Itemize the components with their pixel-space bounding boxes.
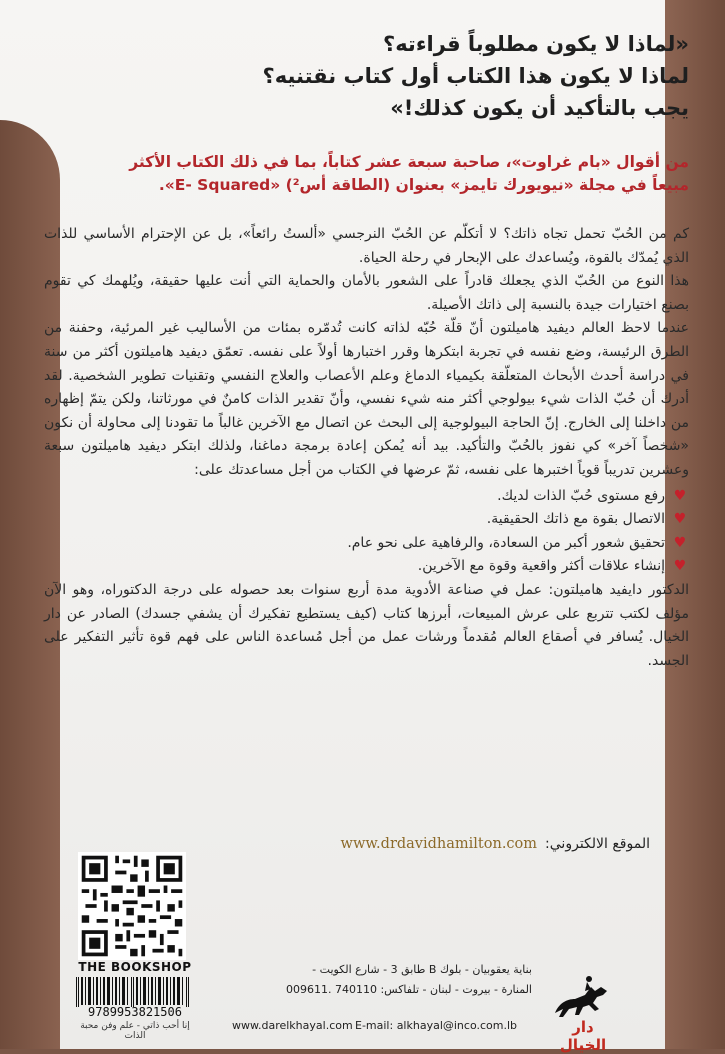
headline-line-3: يجب بالتأكيد أن يكون كذلك!» <box>390 96 689 120</box>
endorsement-line-1: من أقوال «بام غراوت»، صاحبة سبعة عشر كتاباً، بما في ذلك الكتاب الأكثر <box>129 153 689 171</box>
website-url[interactable]: www.drdavidhamilton.com <box>340 836 538 852</box>
back-cover-text <box>44 28 689 673</box>
paragraph-3: عندما لاحظ العالم ديفيد هاميلتون أنّ قلّة حُبّه لذاته كانت تُدمّره بمئات من الأساليب غير المرئية، وحفنة من الطرق الرئيسة، وضع نفسه في تجربة ابتكرها وقرر اختبارها أولاً على نفسه. تعمّق ديفيد هاميلتون أكثر من سنة في دراسة أحدث الأبحاث المتعلّقة بكيمياء الدماغ وعلم الأعصاب والعلاج النفسي وتقنيات تطوير الشخصية. لقد أدرك أن حُبّ الذات شيء بيولوجي أكثر منه شيء نفسي، وأنّ تقدير الذات كامنٌ في مورثاتنا، ولكن يتمّ إظهاره من داخلنا إلى الخارج. إنّ الحاجة البيولوجية إلى البحث عن اتصال مع الآخرين غالباً ما تقودنا إلى محاولة أن نكون «شخصاً آخر» كي نفوز بالحُبّ والتأكيد. بيد أنه يُمكن إعادة برمجة دماغنا، ولذلك ابتكر ديفيد هاميلتون سبعة وعشرين تدريباً قوياً اختبرها على نفسه، ثمّ عرضها في الكتاب من أجل مساعدتك على: <box>44 320 689 478</box>
heart-icon: ♥ <box>673 511 687 528</box>
list-item: ♥ تحقيق شعور أكبر من السعادة، والرفاهية على نحو عام. <box>44 532 689 556</box>
headline-line-2: لماذا لا يكون هذا الكتاب أول كتاب نقتنيه؟ <box>262 64 689 88</box>
barcode-icon <box>70 977 200 1007</box>
heart-icon: ♥ <box>673 558 687 575</box>
author-website <box>290 836 650 852</box>
endorsement-line-2: مبيعاً في مجلة «نيويورك تايمز» بعنوان (الطاقة أس²) «E- Squared». <box>158 176 689 194</box>
heart-icon: ♥ <box>673 534 687 551</box>
paragraph-1: كم من الحُبّ تحمل تجاه ذاتك؟ لا أتكلّم عن الحُبّ النرجسي «ألستُ رائعاً»، بل عن الإحترام الأساسي للذات الذي يُمدّك بالقوة، ويُساعدك على الإبحار في رحلة الحياة. <box>44 226 689 266</box>
author-bio: الدكتور دايفيد هاميلتون: عمل في صناعة الأدوية مدة أربع سنوات بعد حصوله على درجة الدكتوراه، وهو الآن مؤلف لكتب تتربع على عرش المبيعات، أبرزها كتاب (كيف يستطيع تفكيرك أن يشفي جسدك) الصادر عن دار الخيال. يُسافر في أصقاع العالم مُقدماً ورشات عمل من أجل مُساعدة الناس على فهم قوة تأثير التفكير على الجسد. <box>44 581 689 669</box>
list-item: ♥ رفع مستوى حُبّ الذات لديك. <box>44 485 689 509</box>
headline-line-1: «لماذا لا يكون مطلوباً قراءته؟ <box>383 32 689 56</box>
address-line-2: المنارة - بيروت - لبنان - تلفاكس: 740110 .009611 <box>285 983 532 996</box>
description <box>44 223 689 673</box>
website-label: الموقع الالكتروني: <box>545 836 650 852</box>
list-item: ♥ إنشاء علاقات أكثر واقعية وقوة مع الآخرين. <box>44 555 689 579</box>
heart-icon: ♥ <box>673 487 687 504</box>
bookshop-label: THE BOOKSHOP <box>78 960 192 974</box>
publisher-website[interactable]: www.darelkhayal.com <box>232 1019 353 1032</box>
publisher-email[interactable]: E-mail: alkhayal@inco.com.lb <box>355 1019 518 1032</box>
isbn-number: 9789953821506 <box>88 1005 182 1019</box>
publisher-address <box>232 960 532 1000</box>
address-line-1: بناية يعقوبيان - بلوك B طابق 3 - شارع الكويت - <box>312 963 532 976</box>
book-title-sticker: إنا أحب ذاتي - علم وفن محبة الذات <box>80 1021 190 1041</box>
paragraph-2: هذا النوع من الحُبّ الذي يجعلك قادراً على الشعور بالأمان والحماية التي أنت عليها حقيقة، ويُلهمك كي تقوم بصنع اختيارات جيدة بالنسبة إلى ذاتك الأصيلة. <box>44 273 689 313</box>
endorsement-quote <box>44 151 689 197</box>
list-item: ♥ الاتصال بقوة مع ذاتك الحقيقية. <box>44 508 689 532</box>
publisher-logo-text: دار الخيال <box>559 1018 607 1054</box>
qr-code-icon <box>78 852 186 960</box>
benefits-list <box>44 485 689 579</box>
headline <box>44 28 689 124</box>
